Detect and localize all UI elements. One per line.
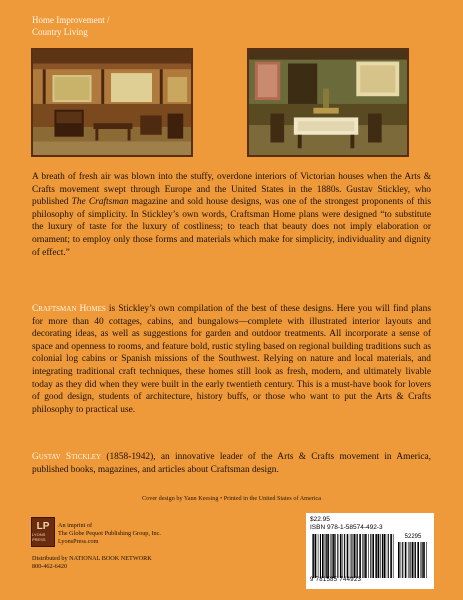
barcode-bar (384, 534, 386, 578)
author-name: Gustav Stickley (32, 452, 102, 462)
barcode-bar (327, 534, 329, 578)
barcode-bar (312, 534, 313, 578)
ean-barcode-icon (312, 534, 394, 578)
distributor-line-1: Distributed by NATIONAL BOOK NETWORK (32, 555, 152, 562)
barcode-bar (335, 534, 336, 578)
barcode-bar (333, 534, 335, 578)
barcode-bar (325, 534, 326, 578)
barcode-bar (398, 542, 400, 578)
book-title: Craftsman Homes (32, 304, 106, 314)
cover-credits: Cover design by Yann Keesing • Printed in the United States of America (142, 495, 321, 502)
barcode-bar (359, 534, 361, 578)
barcode-bar (320, 534, 321, 578)
craftsman-dining-room-illustration (249, 50, 407, 155)
barcode-bar (370, 534, 371, 578)
barcode-bar (372, 534, 374, 578)
description-paragraph-intro (32, 171, 431, 259)
barcode-panel (306, 513, 434, 589)
barcode-bar (422, 542, 423, 578)
barcode-graphic (310, 534, 430, 584)
barcode-bar (357, 534, 358, 578)
publisher-line-1: An imprint of (58, 522, 93, 529)
barcode-bar (337, 534, 338, 578)
barcode-bar (354, 534, 356, 578)
price-label: $22.95 (310, 516, 330, 523)
distribution-info (32, 555, 152, 571)
barcode-bar (313, 534, 314, 578)
barcode-bar (330, 534, 331, 578)
barcode-bar (343, 534, 344, 578)
barcode-bar (393, 534, 394, 578)
distributor-phone: 800-462-6420 (32, 562, 68, 570)
ean-number: 9 781585 744923 (310, 577, 362, 583)
living-room-illustration (31, 48, 193, 157)
barcode-bar (415, 542, 416, 578)
barcode-bar (365, 534, 367, 578)
lyons-press-logo (31, 517, 55, 547)
barcode-bar (382, 534, 383, 578)
barcode-bar (351, 534, 352, 578)
publisher-line-2: The Globe Pequot Publishing Group, Inc. (58, 529, 161, 537)
barcode-bar (408, 542, 409, 578)
book-description: is Stickley’s own compilation of the best of these designs. Here you will find plans for more than 40 cottages, cabins, and bungalows—complete with illustrated interior layouts and decorating ideas, as well as suggestions for garden and outdoor treatments. All incorporate a sense of space and openness to rooms, and feature bold, rustic styling based on regional building traditions such as colonial log cabins or Spanish missions of the Southwest. Relying on nature and local materials, and integrating traditional craft techniques, these homes still look as fresh, modern, and ultimately livable today as they did when they were built in the early twentieth century. This is a must-have book for lovers of good design, students of architecture, history buffs, or those who want to put the Arts & Crafts philosophy to practical use. (32, 304, 431, 415)
author-bio: (1858-1942), an innovative leader of the Arts & Crafts movement in America, published books, magazines, and articles about Craftsman design. (32, 452, 431, 475)
description-paragraph-author (32, 451, 431, 476)
barcode-bar (340, 534, 342, 578)
barcode-bar (390, 534, 392, 578)
intro-text-a: A breath of fresh air was blown into the stuffy, overdone interiors of Victorian houses when the Arts & Crafts movement swept through Europe and the United States in the 1880s. Gustav Stickley, who published (32, 172, 431, 208)
barcode-bar (326, 534, 327, 578)
barcode-bar (332, 534, 333, 578)
publisher-line-3: LyonsPress.com (58, 537, 99, 545)
barcode-bar (380, 534, 381, 578)
category-label (32, 14, 109, 38)
intro-text-b: magazine and sold house designs, was one of the strongest proponents of this philosophy of simplicity. In Stickley’s own words, Craftsman Home plans were designed “to substitute the luxury of taste for the luxury of costliness; to teach that beauty does not imply elaboration or ornament; to employ only those forms and materials which make for simplicity, individuality and dignity of effect.” (32, 197, 431, 258)
barcode-bar (423, 542, 425, 578)
description-paragraph-book (32, 303, 431, 416)
dining-room-illustration (247, 48, 409, 157)
barcode-bar (417, 542, 419, 578)
barcode-bar (315, 534, 317, 578)
category-line-1: Home Improvement / (32, 15, 110, 25)
barcode-bar (388, 534, 389, 578)
barcode-bar (378, 534, 380, 578)
barcode-bar (414, 542, 415, 578)
barcode-bar (410, 542, 411, 578)
barcode-bar (362, 534, 363, 578)
barcode-bar (356, 534, 357, 578)
publisher-info (58, 522, 161, 545)
addon-number: 52295 (404, 534, 422, 540)
magazine-title: The Craftsman (71, 197, 129, 208)
barcode-bar (421, 542, 422, 578)
craftsman-living-room-illustration (33, 50, 191, 155)
barcode-bar (368, 534, 369, 578)
barcode-bar (401, 542, 402, 578)
addon-barcode-icon (398, 542, 428, 578)
barcode-bar (322, 534, 324, 578)
barcode-bar (347, 534, 349, 578)
isbn-label: ISBN 978-1-58574-492-3 (310, 524, 383, 531)
barcode-bar (364, 534, 365, 578)
barcode-bar (344, 534, 345, 578)
barcode-bar (375, 534, 376, 578)
barcode-bar (376, 534, 377, 578)
barcode-bar (318, 534, 319, 578)
barcode-bar (402, 542, 403, 578)
barcode-bar (405, 542, 407, 578)
barcode-bar (412, 542, 414, 578)
category-line-2: Country Living (32, 27, 88, 37)
barcode-bar (350, 534, 351, 578)
logo-lp-text: LP (36, 521, 50, 532)
barcode-bar (386, 534, 387, 578)
logo-subtext: LYONS PRESS (32, 532, 46, 542)
barcode-bar (426, 542, 427, 578)
